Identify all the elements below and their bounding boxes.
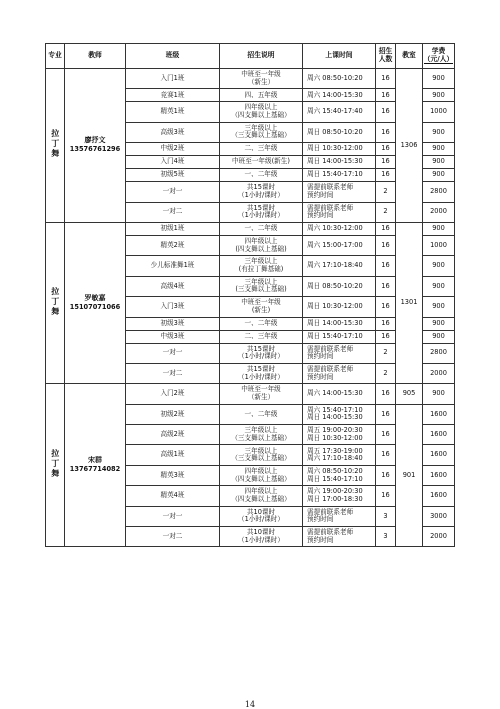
class-name: 一对二 xyxy=(126,363,220,383)
enroll-desc-line: （三支舞以上基础） xyxy=(231,433,291,442)
enroll-desc xyxy=(220,363,303,383)
enroll-desc-line: 三年级以上 xyxy=(244,446,278,455)
enroll-desc-line: 二、三年级 xyxy=(244,144,278,153)
class-name: 初级3班 xyxy=(126,317,220,330)
enroll-desc xyxy=(220,297,303,317)
teacher-cell xyxy=(65,69,126,223)
major-cell xyxy=(46,69,65,223)
class-time-line: 周日 08:50-10:20 xyxy=(307,127,363,136)
enroll-desc-line: 四、五年级 xyxy=(244,90,278,99)
enroll-desc-line: 中班至一年级 xyxy=(241,385,281,394)
enroll-desc-line: 一、二年级 xyxy=(244,318,278,327)
enroll-desc-line: 共15课时 xyxy=(246,365,276,373)
class-name: 高级2班 xyxy=(126,425,220,445)
class-time-line: 周六 08:50-10:20 xyxy=(307,73,363,82)
header-room: 教室 xyxy=(396,44,423,69)
fee: 2800 xyxy=(423,182,455,202)
teacher-cell xyxy=(65,222,126,383)
enroll-desc-line: （四支舞以上基础） xyxy=(231,474,291,483)
header-fee-line1: 学费 xyxy=(431,46,446,55)
class-time-line: 预约时间 xyxy=(307,352,334,361)
class-time-line: 周日 15:40-17:10 xyxy=(307,331,363,340)
class-name: 精英2班 xyxy=(126,235,220,255)
header-capacity xyxy=(376,44,396,69)
enroll-desc xyxy=(220,404,303,424)
class-name: 中级3班 xyxy=(126,330,220,343)
enroll-desc xyxy=(220,222,303,235)
class-time-line: 周六 08:50-10:20 xyxy=(307,466,363,475)
teacher-phone: 13576761296 xyxy=(69,145,121,154)
capacity: 16 xyxy=(376,445,396,465)
header-capacity-line1: 招生 xyxy=(378,47,393,56)
class-time-line: 周六 15:00-17:00 xyxy=(307,240,363,249)
enroll-desc-line: （1小时/课时） xyxy=(238,190,284,199)
major-label: 拉丁舞 xyxy=(50,286,60,317)
major-label: 拉丁舞 xyxy=(50,449,60,480)
capacity: 16 xyxy=(376,143,396,156)
enroll-desc-line: （四支舞以上基础） xyxy=(231,494,291,503)
enroll-desc xyxy=(220,317,303,330)
enroll-desc-line: 共15课时 xyxy=(246,344,276,353)
fee: 1600 xyxy=(423,445,455,465)
enroll-desc-line: (有拉丁舞基础) xyxy=(238,265,284,274)
major-label: 拉丁舞 xyxy=(50,129,60,160)
enroll-desc xyxy=(220,276,303,296)
capacity: 16 xyxy=(376,486,396,506)
table-row xyxy=(46,69,455,89)
class-time-line: 周六 17:10-18:40 xyxy=(307,261,363,270)
class-time xyxy=(303,330,376,343)
class-time xyxy=(303,425,376,445)
class-time xyxy=(303,506,376,526)
enroll-desc-line: 三年级以上 xyxy=(244,257,278,266)
capacity: 16 xyxy=(376,235,396,255)
fee: 900 xyxy=(423,317,455,330)
enroll-desc xyxy=(220,102,303,122)
capacity: 16 xyxy=(376,276,396,296)
enroll-desc-line: （四支舞以上基础） xyxy=(231,111,291,120)
class-time xyxy=(303,169,376,182)
capacity: 2 xyxy=(376,363,396,383)
class-time xyxy=(303,235,376,255)
class-time xyxy=(303,445,376,465)
classroom: 901 xyxy=(396,404,423,547)
enroll-desc-line: 四年级以上 xyxy=(244,237,278,246)
class-time-line: 需提前联系老师 xyxy=(307,203,354,212)
fee: 2800 xyxy=(423,343,455,363)
class-time-line: 需提前联系老师 xyxy=(307,365,354,373)
capacity: 2 xyxy=(376,182,396,202)
capacity: 3 xyxy=(376,527,396,547)
class-time xyxy=(303,69,376,89)
enroll-desc-line: 二、三年级 xyxy=(244,331,278,340)
enroll-desc xyxy=(220,143,303,156)
capacity: 16 xyxy=(376,222,396,235)
fee: 900 xyxy=(423,122,455,142)
class-name: 高级4班 xyxy=(126,276,220,296)
classroom: 1301 xyxy=(396,222,423,383)
header-time: 上课时间 xyxy=(303,44,376,69)
header-row xyxy=(46,44,455,69)
capacity: 16 xyxy=(376,156,396,169)
class-name: 一对一 xyxy=(126,182,220,202)
enroll-desc-line: （1小时/课时） xyxy=(238,211,284,220)
class-time xyxy=(303,182,376,202)
class-name: 精英4班 xyxy=(126,486,220,506)
capacity: 16 xyxy=(376,102,396,122)
capacity: 2 xyxy=(376,343,396,363)
fee: 900 xyxy=(423,330,455,343)
enroll-desc xyxy=(220,156,303,169)
teacher-name: 廖抒文 xyxy=(84,136,106,145)
class-time xyxy=(303,465,376,485)
class-name: 入门1班 xyxy=(126,69,220,89)
class-name: 精英1班 xyxy=(126,102,220,122)
enroll-desc xyxy=(220,506,303,526)
class-time-line: 周日 14:00-15:30 xyxy=(307,413,363,422)
class-time xyxy=(303,143,376,156)
fee: 1600 xyxy=(423,404,455,424)
enroll-desc xyxy=(220,384,303,404)
class-name: 一对二 xyxy=(126,527,220,547)
class-time xyxy=(303,102,376,122)
capacity: 16 xyxy=(376,317,396,330)
class-time-line: 周日 10:30-12:00 xyxy=(307,433,363,442)
enroll-desc xyxy=(220,486,303,506)
class-name: 一对一 xyxy=(126,506,220,526)
class-name: 入门2班 xyxy=(126,384,220,404)
enroll-desc xyxy=(220,169,303,182)
fee: 2000 xyxy=(423,363,455,383)
enroll-desc-line: 共10课时 xyxy=(246,528,276,537)
enroll-desc xyxy=(220,235,303,255)
class-time-line: 周六 14:00-15:30 xyxy=(307,90,363,99)
enroll-desc-line: 四年级以上 xyxy=(244,487,278,496)
capacity: 16 xyxy=(376,384,396,404)
class-name: 高级1班 xyxy=(126,445,220,465)
enroll-desc-line: 一、二年级 xyxy=(244,224,278,233)
capacity: 16 xyxy=(376,122,396,142)
fee: 900 xyxy=(423,276,455,296)
enroll-desc xyxy=(220,256,303,276)
class-time xyxy=(303,122,376,142)
class-time-line: 周六 17:10-18:40 xyxy=(307,454,363,463)
class-time-line: 周日 14:00-15:30 xyxy=(307,318,363,327)
class-time-line: 周六 14:00-15:30 xyxy=(307,389,363,398)
fee: 900 xyxy=(423,156,455,169)
teacher-cell xyxy=(65,384,126,547)
class-time-line: 预约时间 xyxy=(307,535,334,544)
enroll-desc-line: （1小时/课时） xyxy=(238,535,284,544)
enroll-desc-line: (三支舞以上基础) xyxy=(235,285,287,294)
capacity: 16 xyxy=(376,169,396,182)
header-major: 专业 xyxy=(46,44,65,69)
teacher-phone: 15107071066 xyxy=(69,303,121,312)
fee: 900 xyxy=(423,143,455,156)
enroll-desc-line: （新生） xyxy=(247,77,275,86)
class-name: 一对一 xyxy=(126,343,220,363)
class-name: 一对二 xyxy=(126,202,220,222)
enroll-desc xyxy=(220,182,303,202)
class-name: 高级3班 xyxy=(126,122,220,142)
enroll-desc-line: 一、二年级 xyxy=(244,170,278,179)
enroll-desc-line: 共10课时 xyxy=(246,507,276,516)
class-time-line: 周六 15:40-17:40 xyxy=(307,107,363,116)
class-name: 初级5班 xyxy=(126,169,220,182)
fee: 2000 xyxy=(423,527,455,547)
class-time-line: 周日 14:00-15:30 xyxy=(307,157,363,166)
enroll-desc-line: （1小时/课时） xyxy=(238,352,284,361)
capacity: 16 xyxy=(376,404,396,424)
schedule-table xyxy=(45,43,455,547)
class-time-line: 周日 10:30-12:00 xyxy=(307,144,363,153)
enroll-desc-line: (四支舞以上基础) xyxy=(235,244,287,253)
enroll-desc-line: 共15课时 xyxy=(246,183,276,192)
class-name: 竞赛1班 xyxy=(126,89,220,102)
class-time-line: 周六 19:00-20:30 xyxy=(307,487,363,496)
class-time-line: 需提前联系老师 xyxy=(307,528,354,537)
class-time-line: 周日 15:40-17:10 xyxy=(307,474,363,483)
class-time xyxy=(303,256,376,276)
enroll-desc xyxy=(220,465,303,485)
enroll-desc-line: 共15课时 xyxy=(246,203,276,212)
enroll-desc-line: 三年级以上 xyxy=(244,277,278,286)
enroll-desc-line: 中班至一年级(新生) xyxy=(232,157,290,166)
capacity: 16 xyxy=(376,465,396,485)
enroll-desc-line: （1小时/课时） xyxy=(238,515,284,524)
enroll-desc xyxy=(220,122,303,142)
class-time-line: 需提前联系老师 xyxy=(307,183,354,192)
enroll-desc xyxy=(220,527,303,547)
major-cell xyxy=(46,222,65,383)
enroll-desc-line: 三年级以上 xyxy=(244,426,278,435)
schedule-body xyxy=(46,69,455,547)
class-time-line: 周六 15:40-17:10 xyxy=(307,405,363,414)
capacity: 16 xyxy=(376,330,396,343)
fee: 3000 xyxy=(423,506,455,526)
enroll-desc-line: 中班至一年级 xyxy=(241,70,281,79)
teacher-name: 罗敏嘉 xyxy=(84,294,106,303)
major-cell xyxy=(46,384,65,547)
class-time xyxy=(303,527,376,547)
class-time xyxy=(303,363,376,383)
class-name: 少儿标准舞1班 xyxy=(126,256,220,276)
class-name: 初级2班 xyxy=(126,404,220,424)
enroll-desc xyxy=(220,330,303,343)
enroll-desc-line: （1小时/课时） xyxy=(238,372,284,381)
class-time xyxy=(303,89,376,102)
page-number: 14 xyxy=(244,700,256,709)
enroll-desc xyxy=(220,343,303,363)
class-name: 初级1班 xyxy=(126,222,220,235)
class-time-line: 预约时间 xyxy=(307,372,334,381)
enroll-desc xyxy=(220,202,303,222)
enroll-desc-line: 中班至一年级 xyxy=(241,298,281,307)
classroom: 905 xyxy=(396,384,423,404)
fee: 900 xyxy=(423,169,455,182)
capacity: 16 xyxy=(376,425,396,445)
table-row xyxy=(46,222,455,235)
class-time-line: 周五 17:30-19:00 xyxy=(307,446,363,455)
class-time xyxy=(303,202,376,222)
enroll-desc xyxy=(220,89,303,102)
teacher-name: 宋群 xyxy=(88,456,102,465)
enroll-desc-line: （三支舞以上基础） xyxy=(231,454,291,463)
enroll-desc-line: （三支舞以上基础） xyxy=(231,131,291,140)
fee: 2000 xyxy=(423,202,455,222)
class-name: 入门3班 xyxy=(126,297,220,317)
capacity: 16 xyxy=(376,256,396,276)
class-time xyxy=(303,156,376,169)
class-time-line: 周日 17:00-18:30 xyxy=(307,494,363,503)
enroll-desc-line: 四年级以上 xyxy=(244,103,278,112)
class-time-line: 预约时间 xyxy=(307,190,334,199)
class-time-line: 周日 08:50-10:20 xyxy=(307,281,363,290)
enroll-desc xyxy=(220,425,303,445)
header-capacity-line2: 人数 xyxy=(378,55,393,63)
fee: 1600 xyxy=(423,465,455,485)
class-time xyxy=(303,297,376,317)
enroll-desc-line: （新生） xyxy=(247,392,275,401)
class-time xyxy=(303,222,376,235)
teacher-phone: 13767714082 xyxy=(69,465,121,474)
fee: 900 xyxy=(423,297,455,317)
fee: 900 xyxy=(423,89,455,102)
class-name: 入门4班 xyxy=(126,156,220,169)
class-time-line: 预约时间 xyxy=(307,515,334,524)
enroll-desc xyxy=(220,445,303,465)
fee: 1000 xyxy=(423,235,455,255)
class-time xyxy=(303,276,376,296)
enroll-desc-line: 四年级以上 xyxy=(244,466,278,475)
class-name: 中级2班 xyxy=(126,143,220,156)
capacity: 16 xyxy=(376,69,396,89)
fee: 1600 xyxy=(423,486,455,506)
enroll-desc xyxy=(220,69,303,89)
fee: 1600 xyxy=(423,425,455,445)
header-fee xyxy=(423,44,455,69)
fee: 900 xyxy=(423,384,455,404)
header-teacher: 教师 xyxy=(65,44,126,69)
fee: 1000 xyxy=(423,102,455,122)
class-time-line: 周日 10:30-12:00 xyxy=(307,302,363,311)
class-time-line: 预约时间 xyxy=(307,211,334,220)
class-time xyxy=(303,317,376,330)
capacity: 2 xyxy=(376,202,396,222)
header-fee-line2: （元/人） xyxy=(423,54,454,63)
class-time xyxy=(303,404,376,424)
class-time-line: 需提前联系老师 xyxy=(307,344,354,353)
class-time-line: 需提前联系老师 xyxy=(307,507,354,516)
class-time-line: 周五 19:00-20:30 xyxy=(307,426,363,435)
class-time-line: 周日 15:40-17:10 xyxy=(307,170,363,179)
fee: 900 xyxy=(423,256,455,276)
capacity: 3 xyxy=(376,506,396,526)
fee: 900 xyxy=(423,69,455,89)
capacity: 16 xyxy=(376,89,396,102)
header-class: 班级 xyxy=(126,44,220,69)
class-time xyxy=(303,343,376,363)
enroll-desc-line: 三年级以上 xyxy=(244,123,278,132)
fee: 900 xyxy=(423,222,455,235)
classroom: 1306 xyxy=(396,69,423,223)
class-time-line: 周六 10:30-12:00 xyxy=(307,224,363,233)
class-time xyxy=(303,486,376,506)
header-desc: 招生说明 xyxy=(220,44,303,69)
class-name: 精英3班 xyxy=(126,465,220,485)
table-row xyxy=(46,384,455,404)
enroll-desc-line: 一、二年级 xyxy=(244,409,278,418)
class-time xyxy=(303,384,376,404)
capacity: 16 xyxy=(376,297,396,317)
enroll-desc-line: (新生) xyxy=(251,305,271,314)
